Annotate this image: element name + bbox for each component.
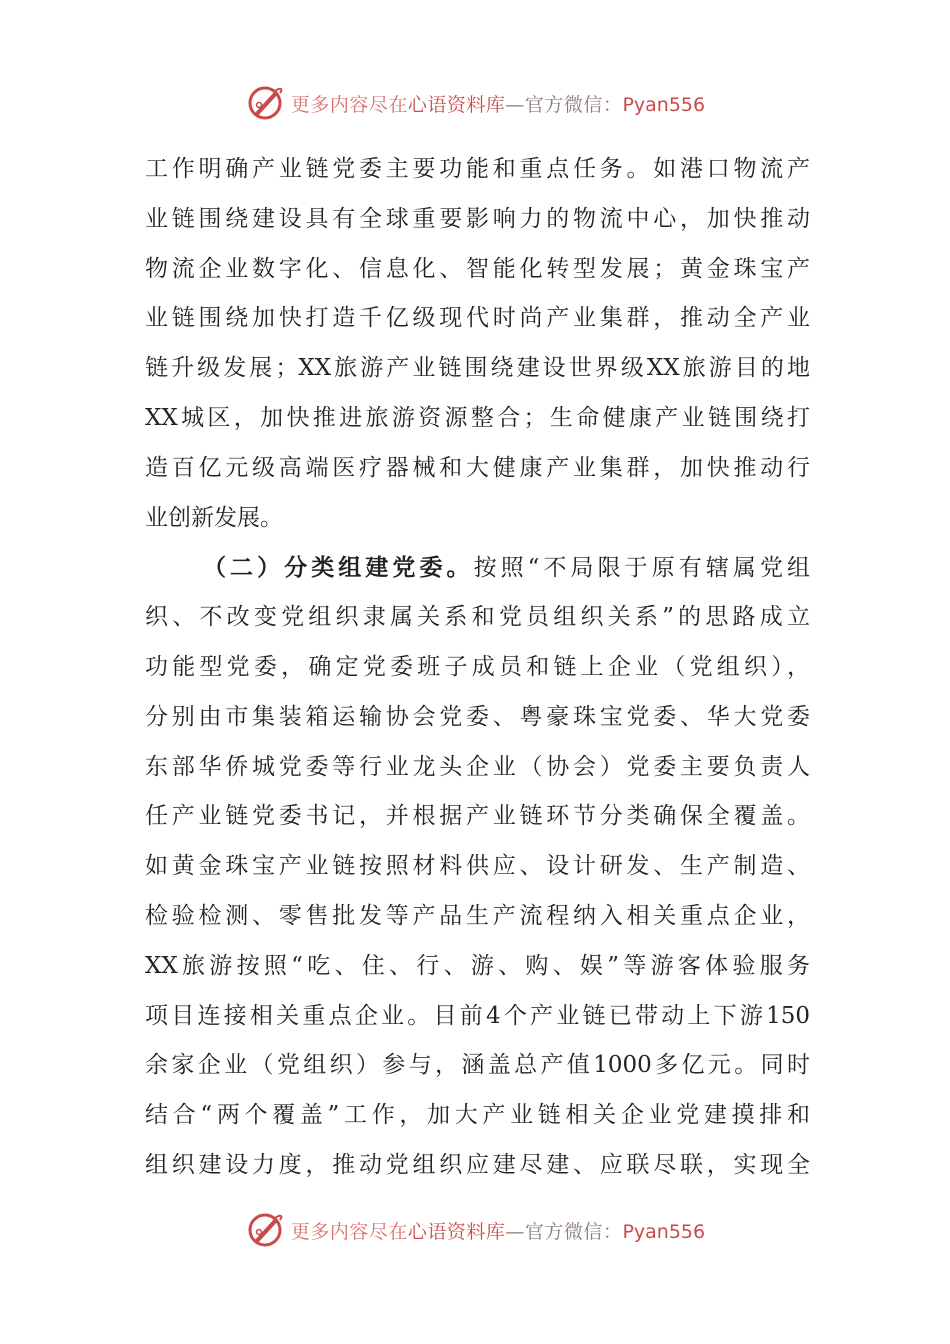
- watermark-banner-bottom: [0, 1205, 950, 1255]
- paragraph-line: XX旅游按照“吃、住、行、游、购、娱”等游客体验服务: [145, 952, 810, 979]
- paragraph-line: 业链围绕加快打造千亿级现代时尚产业集群，推动全产业: [145, 305, 810, 332]
- watermark-banner-top: [0, 78, 950, 128]
- paragraph-line: 织、不改变党组织隶属关系和党员组织关系”的思路成立: [145, 604, 810, 631]
- document-body: [145, 145, 810, 1191]
- quill-logo-icon: [245, 1210, 285, 1250]
- quill-logo-icon: [245, 83, 285, 123]
- paragraph-line: 余家企业（党组织）参与，涵盖总产值1000多亿元。同时: [145, 1052, 810, 1079]
- paragraph-line: 链升级发展；XX旅游产业链围绕建设世界级XX旅游目的地: [145, 355, 810, 382]
- paragraph-line: 项目连接相关重点企业。目前4个产业链已带动上下游150: [145, 1002, 810, 1029]
- section-first-line-text: 按照“不局限于原有辖属党组: [473, 555, 810, 582]
- paragraph-line: 任产业链党委书记，并根据产业链环节分类确保全覆盖。: [145, 803, 810, 830]
- paragraph-line: 组织建设力度，推动党组织应建尽建、应联尽联，实现全: [145, 1151, 810, 1178]
- paragraph-line: 功能型党委，确定党委班子成员和链上企业（党组织），: [145, 653, 810, 680]
- paragraph-line: XX城区，加快推进旅游资源整合；生命健康产业链围绕打: [145, 404, 810, 431]
- paragraph-line: 结合“两个覆盖”工作，加大产业链相关企业党建摸排和: [145, 1102, 810, 1129]
- paragraph-line: 物流企业数字化、信息化、智能化转型发展；黄金珠宝产: [145, 255, 810, 282]
- watermark-text: 更多内容尽在心语资料库—官方微信：Pyan556: [290, 1220, 706, 1243]
- paragraph-line: 分别由市集装箱运输协会党委、粤豪珠宝党委、华大党委: [145, 703, 810, 730]
- paragraph-line: 东部华侨城党委等行业龙头企业（协会）党委主要负责人: [145, 753, 810, 780]
- paragraph-line: 造百亿元级高端医疗器械和大健康产业集群，加快推动行: [145, 454, 810, 481]
- watermark-text: 更多内容尽在心语资料库—官方微信：Pyan556: [290, 93, 706, 116]
- section-heading: （二）分类组建党委。: [203, 554, 474, 582]
- paragraph-line: 工作明确产业链党委主要功能和重点任务。如港口物流产: [145, 156, 810, 182]
- paragraph-line: 业创新发展。: [145, 504, 283, 531]
- paragraph-line: 检验检测、零售批发等产品生产流程纳入相关重点企业，: [145, 902, 810, 929]
- paragraph-line: 如黄金珠宝产业链按照材料供应、设计研发、生产制造、: [145, 853, 810, 880]
- paragraph-line: 业链围绕建设具有全球重要影响力的物流中心，加快推动: [145, 205, 810, 232]
- section-heading-line: [145, 543, 810, 593]
